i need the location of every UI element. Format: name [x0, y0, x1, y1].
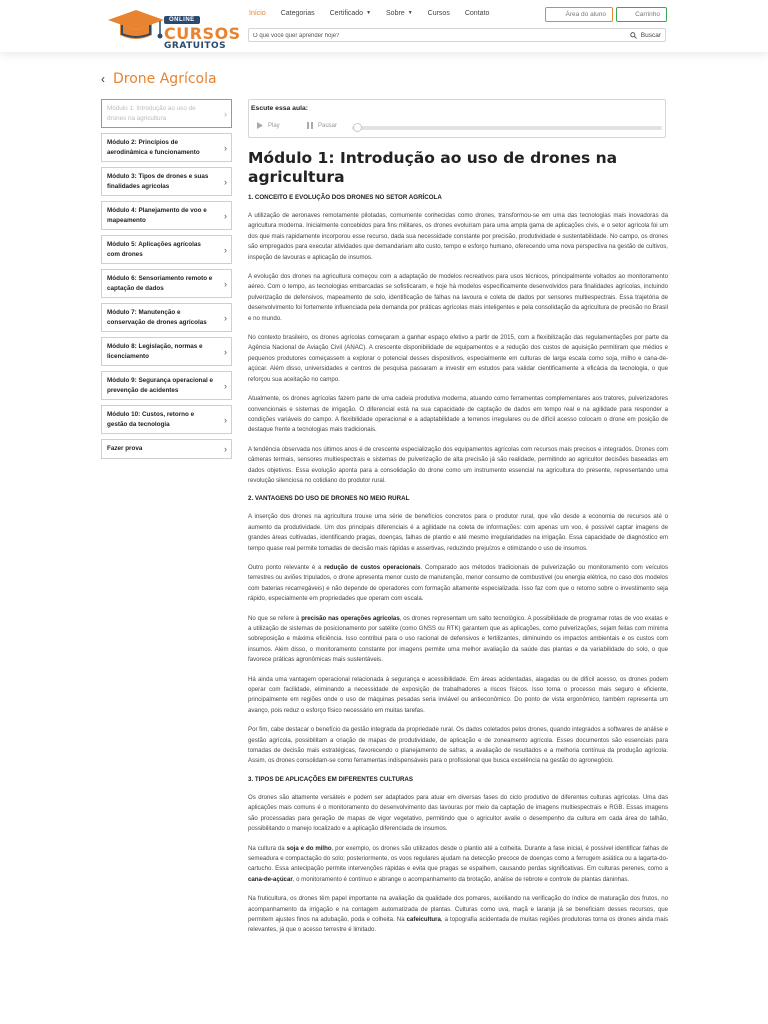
- course-title: Drone Agrícola: [113, 71, 217, 87]
- lesson-title: Módulo 1: Introdução ao uso de drones na agricultura: [248, 149, 618, 186]
- nav-categorias[interactable]: Categorias: [280, 10, 315, 17]
- chevron-right-icon: ›: [224, 210, 227, 221]
- audio-progress-track[interactable]: [352, 126, 662, 130]
- chevron-down-icon: ▼: [407, 10, 413, 17]
- site-header: [0, 0, 768, 52]
- section-heading: 2. VANTAGENS DO USO DE DRONES NO MEIO RURAL: [248, 495, 410, 503]
- paragraph: Há ainda uma vantagem operacional relacionada à segurança e acessibilidade. Em áreas acidentadas, alagadas ou de difícil acesso, os drones podem operar com facilidade, eliminando a necessidade de exposição de trabalhadores a riscos físicos. Isso torna o processo mais seguro e eficiente, principalmente em regiões onde o uso de máquinas pesadas seria inviável ou antieconômico. Do ponto de vista ergonômico, também representa um avanço, pois reduz o esforço físico necessário em muitas tarefas.: [248, 675, 668, 714]
- nav-inicio[interactable]: Início: [249, 10, 266, 17]
- paragraph: No que se refere à precisão nas operações agrícolas, os drones representam um salto tecnológico. A possibilidade de programar rotas de voo exatas e a utilização de sistemas de posicionamento por satélite (como GNSS ou RTK) garantem que as aplicações, como pulverizações, sejam feitas com mínima sobreposição e máxima eficiência. Isso contribui para o uso racional de defensivos e fertilizantes, diminuindo os impactos ambientais e os custos com insumos. Além disso, o monitoramento constante por imagens permite uma melhor avaliação da saúde das plantas e da variabilidade do solo, o que favorece práticas agronômicas mais sustentáveis.: [248, 614, 669, 664]
- chevron-right-icon: ›: [224, 346, 227, 357]
- sidebar-module-7[interactable]: Módulo 7: Manutenção e conservação de drones agrícolas ›: [101, 303, 232, 332]
- section-heading: 3. TIPOS DE APLICAÇÕES EM DIFERENTES CULTURAS: [248, 775, 414, 783]
- play-button[interactable]: Play: [257, 122, 280, 129]
- chevron-right-icon: ›: [224, 108, 227, 119]
- chevron-right-icon: ›: [224, 414, 227, 425]
- search-icon: [630, 32, 637, 39]
- student-area-button[interactable]: Área do aluno: [545, 7, 613, 22]
- sidebar-module-4[interactable]: Módulo 4: Planejamento de voo e mapeamento ›: [101, 201, 232, 230]
- sidebar-module-5[interactable]: Módulo 5: Aplicações agrícolas com drones ›: [101, 235, 232, 264]
- nav-certificado[interactable]: Certificado ▼: [329, 10, 372, 17]
- search-button[interactable]: [630, 30, 661, 41]
- site-logo[interactable]: [106, 6, 241, 51]
- paragraph: A tendência observada nos últimos anos é de crescente especialização dos equipamentos agrícolas com recursos mais precisos e integrados. Drones com câmeras termais, sensores multiespectrais e sistemas de pulverização de alta precisão já são realidade, permitindo ao agricultor decisões baseadas em dados objetivos. Essa evolução aponta para a consolidação do drone como um instrumento essencial na agricultura do presente, representando uma revolução silenciosa no cotidiano do produtor rural.: [248, 445, 668, 484]
- chevron-right-icon: ›: [224, 244, 227, 255]
- logo-line2: GRATUITOS: [164, 41, 227, 51]
- chevron-down-icon: ▼: [366, 10, 372, 17]
- sidebar-module-9[interactable]: Módulo 9: Segurança operacional e prevenção de acidentes ›: [101, 371, 232, 400]
- cart-button[interactable]: Carrinho: [616, 7, 667, 22]
- search-bar: [248, 28, 666, 42]
- chevron-right-icon: ›: [224, 142, 227, 153]
- nav-cursos[interactable]: Cursos: [427, 10, 450, 17]
- paragraph: A utilização de aeronaves remotamente pilotadas, comumente conhecidas como drones, transformou-se em uma das tecnologias mais inovadoras da agricultura moderna. Inicialmente concebidos para fins militares, os drones evoluíram para uma ampla gama de aplicações civis, e o setor agrícola foi um dos que mais rapidamente incorporou esse recurso, dada sua necessidade constante por precisão, produtividade e sustentabilidade. No campo, os drones são empregados para executar atividades que demandariam alto custo, tempo e esforço humano, oferecendo uma nova perspectiva na gestão de cultivos, inspeção de lavouras e aplicação de insumos.: [248, 212, 668, 261]
- chevron-right-icon: ›: [224, 444, 227, 454]
- sidebar-take-exam[interactable]: Fazer prova ›: [101, 439, 232, 459]
- nav-sobre[interactable]: Sobre ▼: [386, 10, 413, 17]
- paragraph: No contexto brasileiro, os drones agrícolas começaram a ganhar espaço efetivo a partir de 2015, com a flexibilização das regulamentações por parte da Agência Nacional de Aviação Civil (ANAC). A crescente disponibilidade de equipamentos e a redução dos custos de aquisição permitiram que médios e pequenos produtores começassem a explorar o potencial desses dispositivos, especialmente em culturas de larga escala como soja, milho e cana-de-açúcar. Além disso, universidades e centros de pesquisa passaram a investir em estudos para validar cientificamente a eficácia da tecnologia, o que reforçou sua aceitação no campo.: [248, 334, 668, 383]
- sidebar-module-10[interactable]: Módulo 10: Custos, retorno e gestão da tecnologia ›: [101, 405, 232, 434]
- chevron-left-icon[interactable]: ‹: [101, 72, 105, 86]
- pause-icon: [307, 122, 313, 129]
- paragraph: A inserção dos drones na agricultura trouxe uma série de benefícios concretos para o produtor rural, que vão desde a economia de recursos até o aumento da produtividade. Um dos principais diferenciais é a agilidade na coleta de informações: com apenas um voo, é possível captar imagens de grandes áreas cultivadas, identificando pragas, doenças, falhas de plantio e até mesmo irregularidades na irrigação. Essa capacidade de diagnóstico em tempo quase real permite tomadas de decisão mais rápidas e assertivas, reduzindo prejuízos e otimizando o uso de insumos.: [248, 513, 668, 552]
- graduation-cap-icon: [106, 8, 166, 46]
- sidebar-module-3[interactable]: Módulo 3: Tipos de drones e suas finalidades agrícolas ›: [101, 167, 232, 196]
- paragraph: A evolução dos drones na agricultura começou com a adaptação de modelos recreativos para usos técnicos, principalmente voltados ao monitoramento aéreo. Com o tempo, as tecnologias embarcadas se sofisticaram, e hoje há modelos especificamente desenvolvidos para finalidades agrícolas, incluindo pulverização de defensivos, mapeamento de solo, identificação de falhas na lavoura e coleta de dados por sensores multiespectrais. Essa trajetória de desenvolvimento foi fortemente influenciada pela demanda por práticas agrícolas mais inteligentes e pela consolidação da agricultura de precisão no Brasil e no mundo.: [248, 273, 668, 322]
- sidebar-module-1[interactable]: Módulo 1: Introdução ao uso de drones na agricultura ›: [101, 99, 232, 128]
- sidebar-module-2[interactable]: Módulo 2: Princípios de aerodinâmica e funcionamento ›: [101, 133, 232, 162]
- chevron-right-icon: ›: [224, 278, 227, 289]
- chevron-right-icon: ›: [224, 176, 227, 187]
- course-heading: [101, 71, 217, 87]
- module-sidebar: [101, 99, 232, 464]
- nav-contato[interactable]: Contato: [464, 10, 490, 17]
- paragraph: Atualmente, os drones agrícolas fazem parte de uma cadeia produtiva moderna, atuando como ferramentas complementares aos tratores, pulverizadores convencionais e sistemas de irrigação. O diferencial está na sua capacidade de captação de dados em tempo real e na agilidade para responder a condições variáveis do campo. A flexibilidade operacional e a adaptabilidade a terrenos irregulares ou de difícil acesso colocam o drone em posição de destaque frente a tecnologias mais tradicionais.: [248, 395, 668, 434]
- logo-line1: CURSOS: [164, 24, 241, 43]
- sidebar-module-6[interactable]: Módulo 6: Sensoriamento remoto e captação de dados ›: [101, 269, 232, 298]
- chevron-right-icon: ›: [224, 380, 227, 391]
- paragraph: Por fim, cabe destacar o benefício da gestão integrada da propriedade rural. Os dados coletados pelos drones, quando integrados a softwares de análise e gestão agrícola, possibilitam a criação de mapas de produtividade, de aplicação e de zoneamento agrícola. Esses documentos são essenciais para tomadas de decisão mais estratégicas, favorecendo o planejamento de safras, a avaliação de resultados e a melhoria contínua da produção agrícola. Assim, os drones consolidam-se como ferramentas indispensáveis para o profissional que busca excelência na gestão do agronegócio.: [248, 726, 668, 765]
- play-icon: [257, 122, 263, 129]
- section-heading: 1. CONCEITO E EVOLUÇÃO DOS DRONES NO SETOR AGRÍCOLA: [248, 194, 442, 201]
- sidebar-module-8[interactable]: Módulo 8: Legislação, normas e licenciamento ›: [101, 337, 232, 366]
- logo-text: [164, 9, 241, 51]
- audio-player: [248, 99, 666, 138]
- paragraph: Outro ponto relevante é a redução de custos operacionais. Comparado aos métodos tradicionais de pulverização ou monitoramento com veículos terrestres ou aviões tripulados, o drone apresenta menor custo de manutenção, menor consumo de combustível (ou energia elétrica, no caso dos modelos com baterias recarregáveis) e não depende de operadores com formação altamente especializada. Isso faz com que o retorno sobre o investimento seja rápido, especialmente em propriedades que operam com escala.: [248, 563, 668, 603]
- main-nav: [249, 10, 504, 22]
- logo-badge: ONLINE: [164, 16, 200, 24]
- chevron-right-icon: ›: [224, 312, 227, 323]
- search-input[interactable]: [253, 31, 613, 40]
- pause-button[interactable]: Pausar: [307, 122, 337, 129]
- paragraph: Na cultura da soja e do milho, por exemplo, os drones são utilizados desde o plantio até a colheita. Durante a fase inicial, é possível identificar falhas de semeadura e compactação do solo; posteriormente, os voos regulares ajudam na detecção precoce de doenças como a ferrugem asiática ou a lagarta-do-cartucho. Essa antecipação permite intervenções rápidas e evita que pragas se espalhem, causando perdas significativas. Em culturas perenes, como a cana-de-açúcar, o monitoramento é contínuo e abrange o acompanhamento da brotação, análise de rebrote e controle de plantas daninhas.: [248, 844, 669, 883]
- paragraph: Na fruticultura, os drones têm papel importante na avaliação da qualidade dos pomares, auxiliando na verificação do índice de maturação dos frutos, no acompanhamento da irrigação e na contagem automatizada de plantas. Culturas como uva, maçã e laranja já se beneficiam desses recursos, que permitem ajustes finos na adubação, poda e colheita. Na cafeicultura, a topografia acidentada de muitas regiões produtoras torna os drones ainda mais relevantes, já que o acesso terrestre é limitado.: [248, 895, 668, 934]
- audio-progress-handle[interactable]: [353, 123, 362, 132]
- lesson-content: [248, 149, 668, 945]
- paragraph: Os drones são altamente versáteis e podem ser adaptados para atuar em diversas fases do ciclo produtivo de diferentes culturas agrícolas. Uma das aplicações mais comuns é o monitoramento do desenvolvimento das lavouras por meio da captação de imagens multiespectrais e RGB. Essas imagens são processadas para geração de mapas de vigor vegetativo, permitindo que o agricultor avalie o desempenho da cultura em cada área do talhão, possibilitando o manejo localizado e a aplicação diferenciada de insumos.: [248, 793, 668, 833]
- search-button-label: Buscar: [640, 32, 661, 39]
- audio-label: Escute essa aula:: [251, 105, 309, 112]
